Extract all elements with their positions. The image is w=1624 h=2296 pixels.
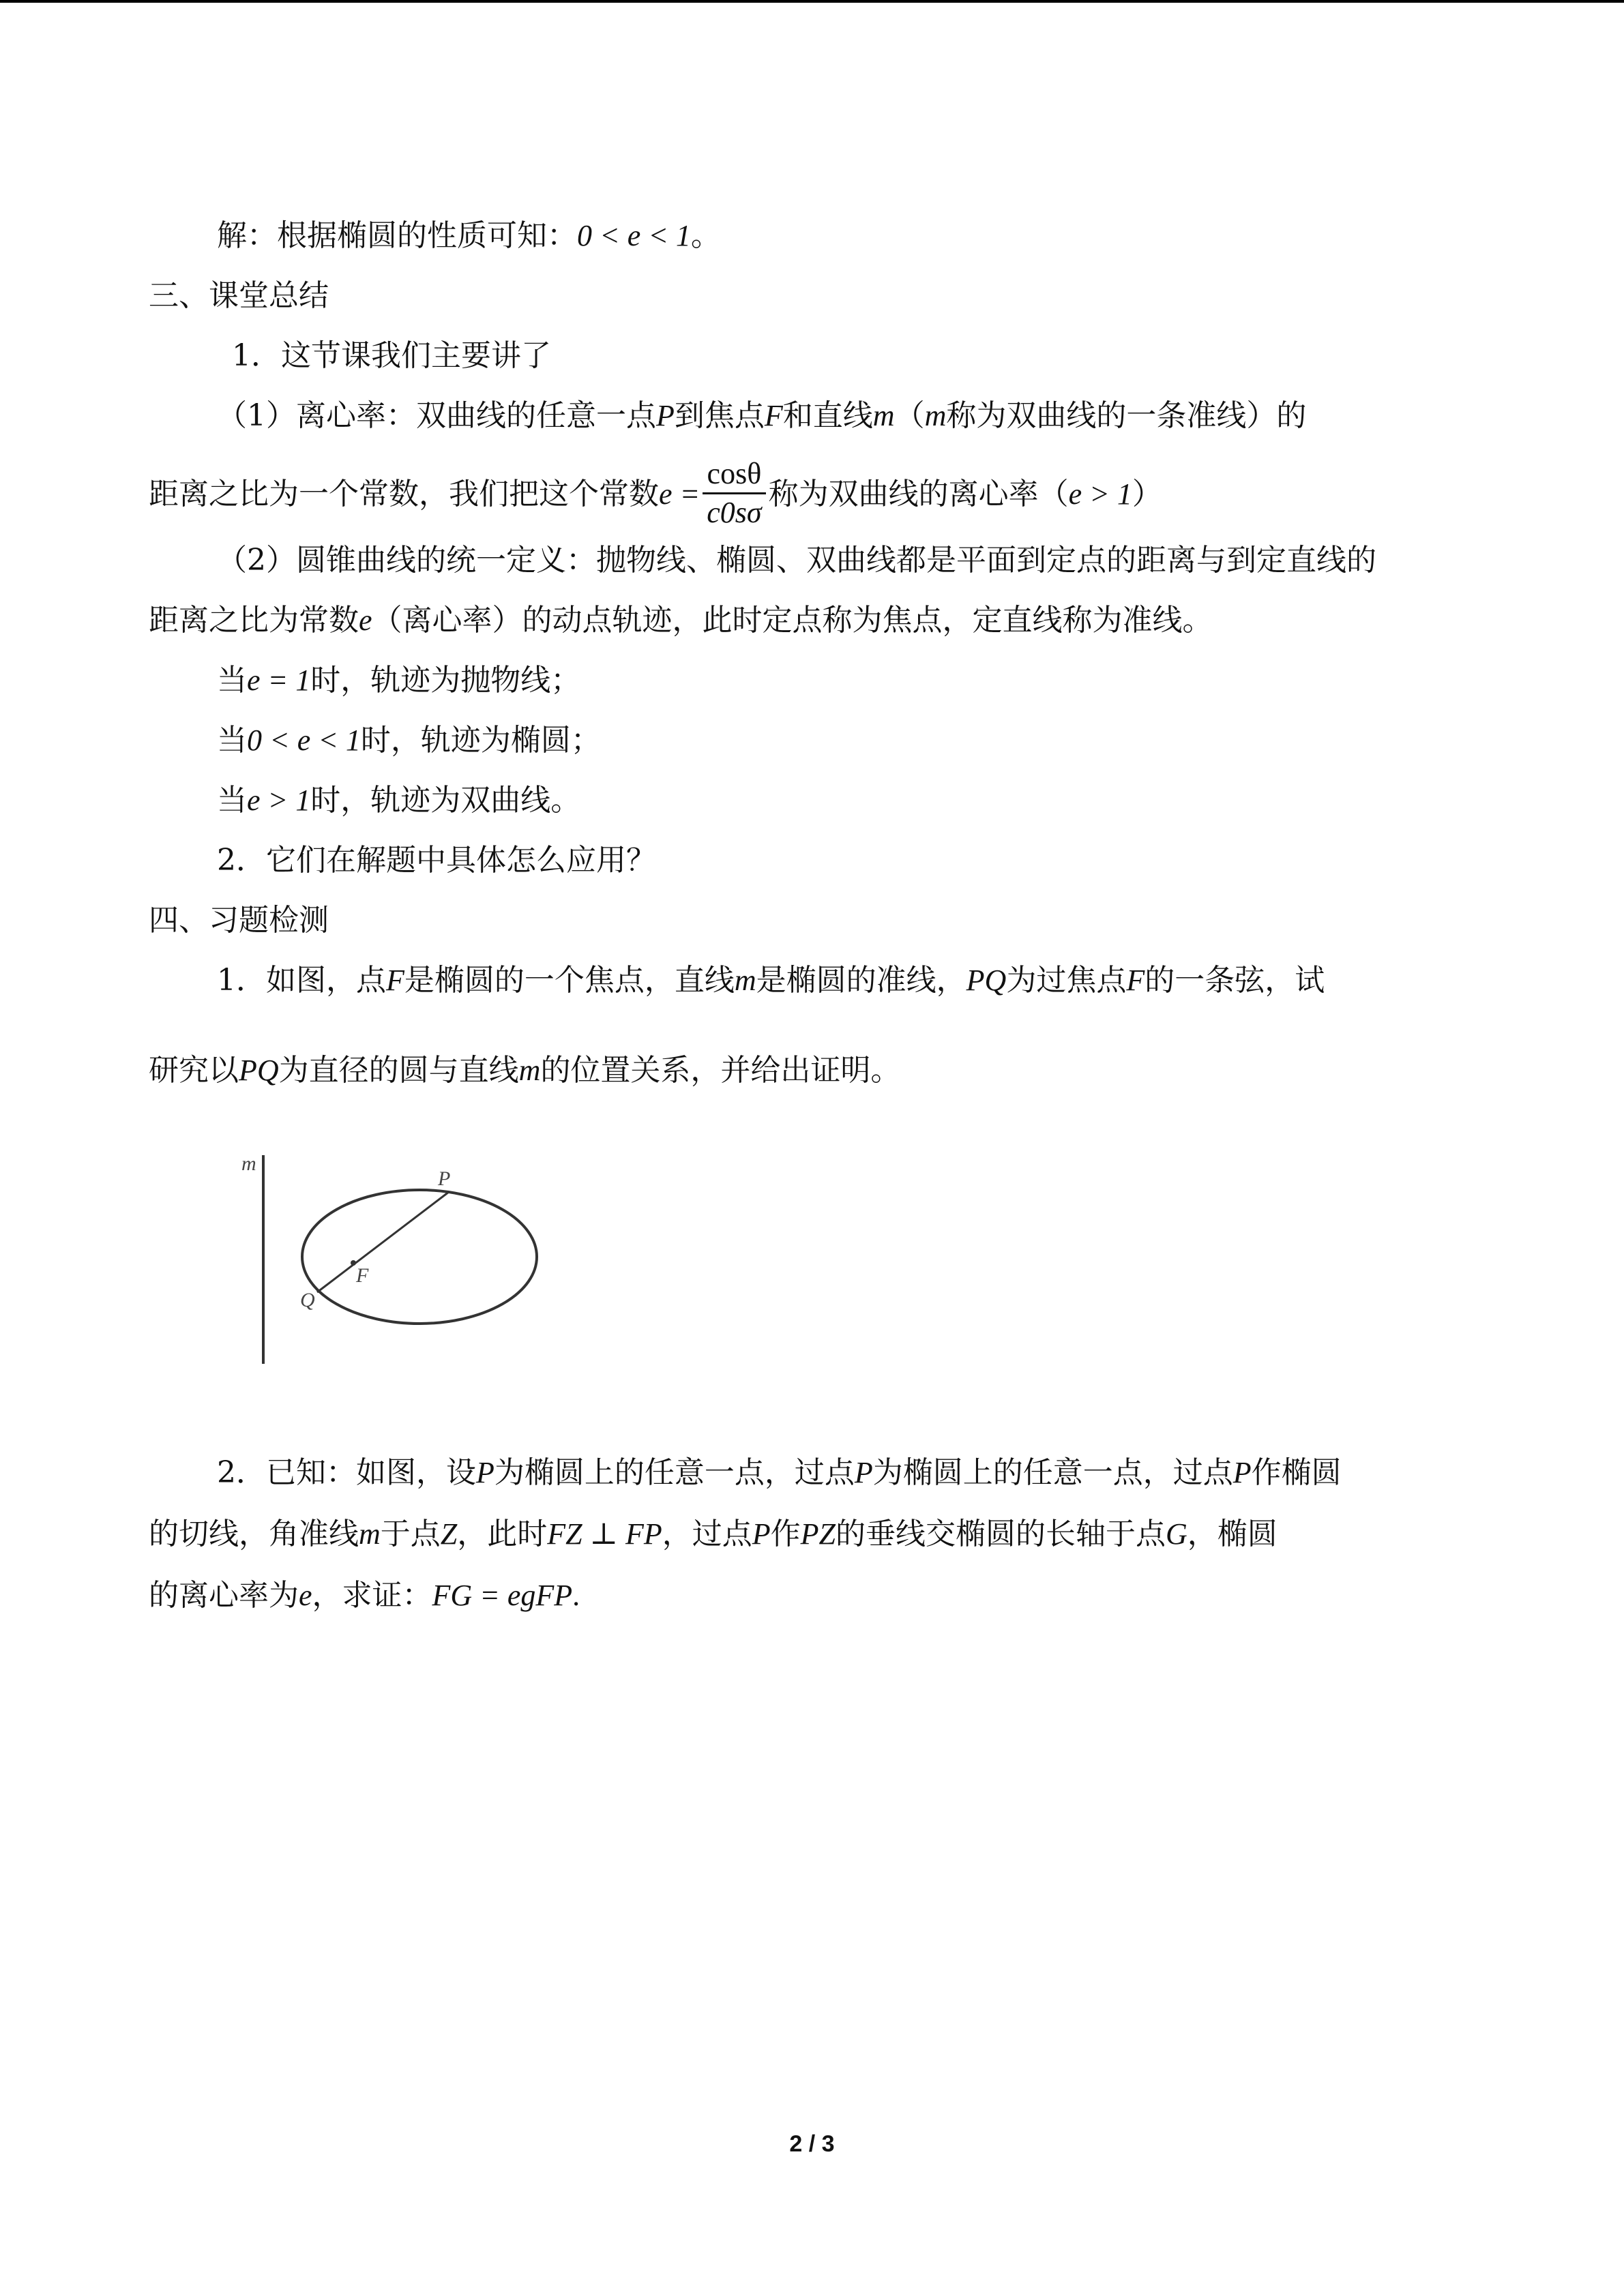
summary-item-1: 1．这节课我们主要讲了 bbox=[232, 338, 551, 373]
page-number: 2 / 3 bbox=[789, 2131, 835, 2157]
eccentricity-fraction: $\frac{\cos\theta}{c0s\sigma}$ bbox=[703, 456, 765, 531]
focus-point bbox=[351, 1260, 356, 1266]
exercise-2-proof-goal: 的离心率为e，求证：FG = egFP. bbox=[149, 1578, 580, 1613]
unified-definition: （2）圆锥曲线的统一定义：抛物线、椭圆、双曲线都是平面到定点的距离与到定直线的 bbox=[217, 543, 1376, 578]
case-ellipse: 当0 < e < 1时，轨迹为椭圆； bbox=[217, 723, 601, 758]
top-border bbox=[0, 0, 1624, 3]
exercise-1: 1．如图，点F是椭圆的一个焦点，直线m是椭圆的准线，PQ为过焦点F的一条弦，试 bbox=[217, 963, 1325, 998]
case-parabola: 当e = 1时，轨迹为抛物线； bbox=[217, 663, 581, 698]
section-heading-exercises: 四、习题检测 bbox=[149, 903, 329, 938]
exercise-2: 2．已知：如图，设P为椭圆上的任意一点，过点P为椭圆上的任意一点，过点P作椭圆 bbox=[217, 1455, 1342, 1490]
exercise-1-cont: 研究以PQ为直径的圆与直线m的位置关系，并给出证明。 bbox=[149, 1053, 901, 1088]
label-Q: Q bbox=[300, 1289, 315, 1311]
summary-item-2: 2．它们在解题中具体怎么应用？ bbox=[217, 843, 656, 878]
focal-chord bbox=[317, 1192, 449, 1292]
case-hyperbola: 当e > 1时，轨迹为双曲线。 bbox=[217, 783, 581, 818]
label-F: F bbox=[356, 1264, 369, 1287]
section-heading-summary: 三、课堂总结 bbox=[149, 278, 329, 313]
eccentricity-definition: （1）离心率：双曲线的任意一点P到焦点F和直线m（m称为双曲线的一条准线）的 bbox=[217, 398, 1307, 433]
eccentricity-formula-line: 距离之比为一个常数，我们把这个常数e = $\frac{\cos\theta}{c0s\sigma}$ 称为双曲线的离心率（e > 1） bbox=[149, 458, 1162, 499]
exercise-2-cont: 的切线，角准线m于点Z，此时FZ ⊥ FP，过点P作PZ的垂线交椭圆的长轴于点G，椭圆 bbox=[149, 1517, 1278, 1551]
ellipse-figure bbox=[232, 1146, 559, 1377]
unified-definition-cont: 距离之比为常数e（离心率）的动点轨迹，此时定点称为焦点，定直线称为准线。 bbox=[149, 603, 1213, 638]
label-P: P bbox=[438, 1167, 451, 1190]
ellipse-curve bbox=[302, 1190, 537, 1324]
solution-line: 解：根据椭圆的性质可知：0 < e < 1。 bbox=[217, 218, 721, 253]
label-m: m bbox=[241, 1152, 256, 1175]
